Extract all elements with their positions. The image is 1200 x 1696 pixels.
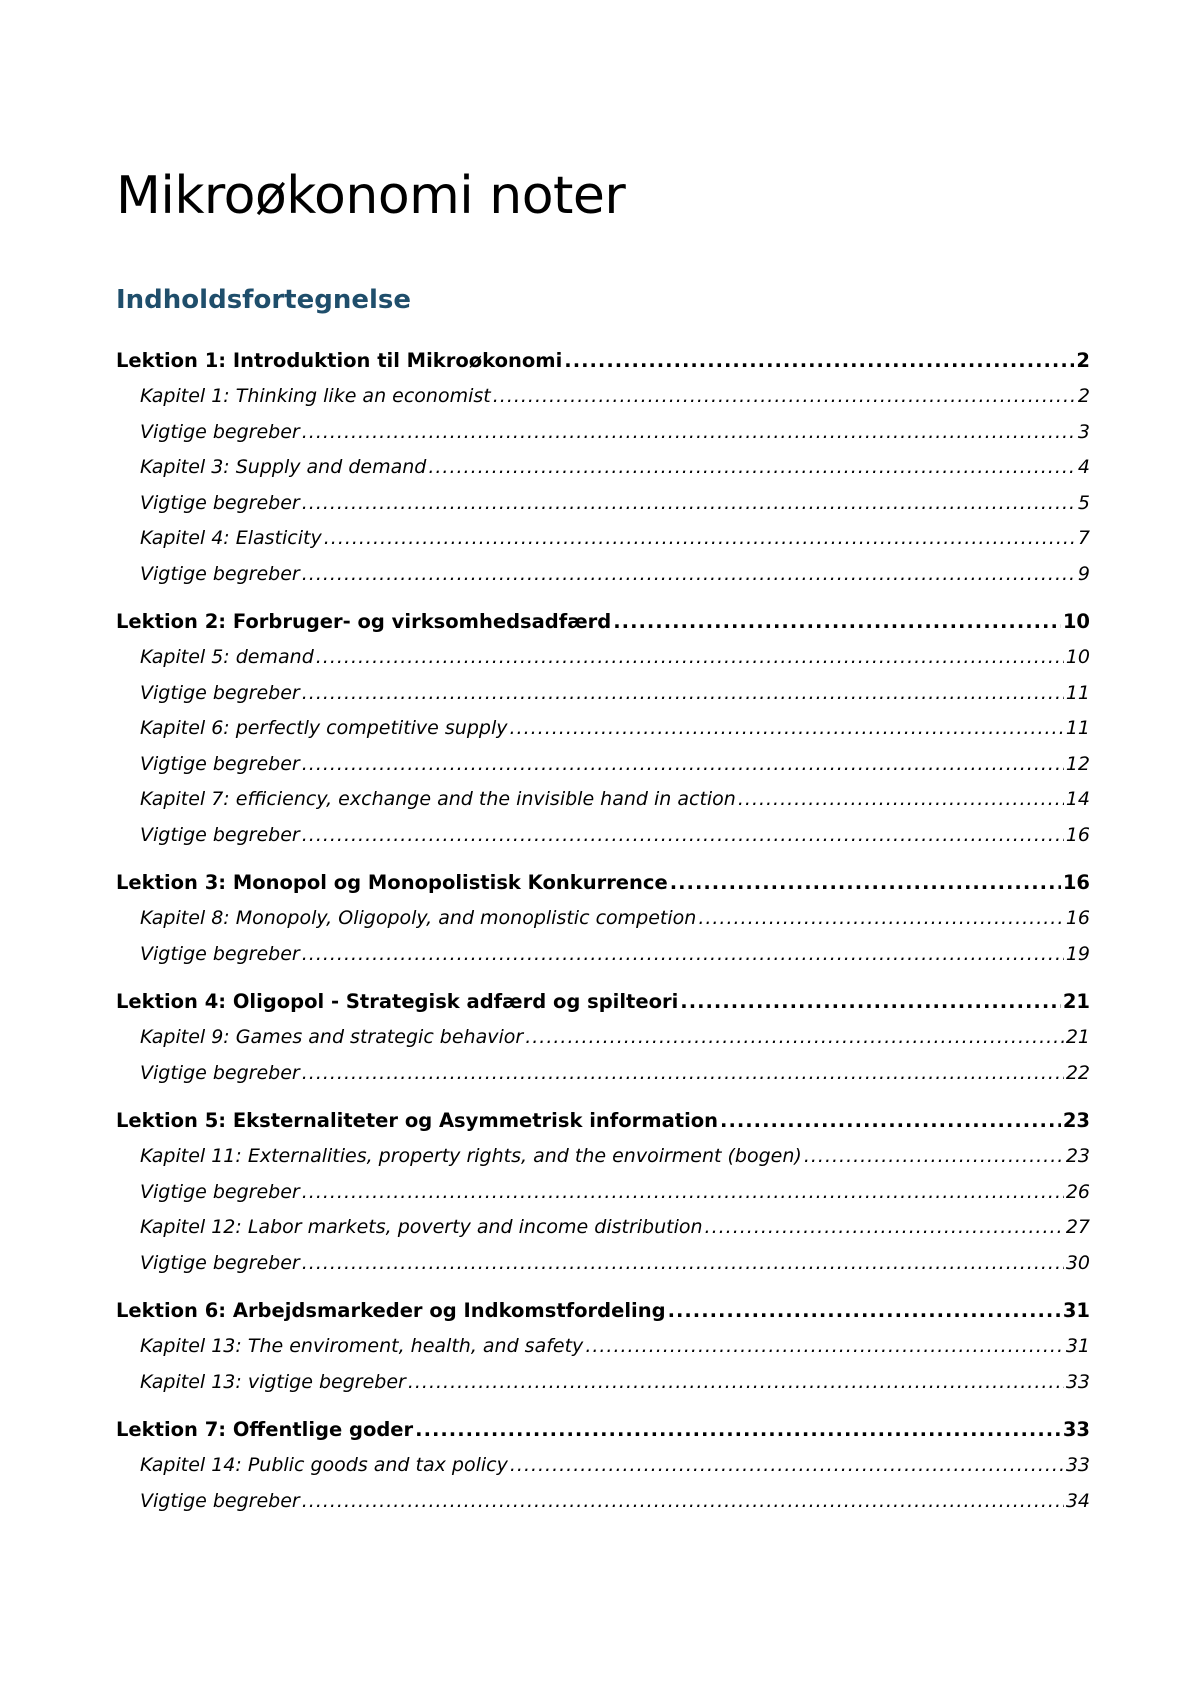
toc-page-number: 33: [1065, 1370, 1090, 1393]
toc-entry-label: Lektion 3: Monopol og Monopolistisk Konkurrence: [116, 871, 668, 894]
toc-dot-leader: [302, 937, 1064, 973]
toc-entry-label: Lektion 7: Offentlige goder: [116, 1418, 414, 1441]
toc-chapter-entry[interactable]: [116, 1175, 1090, 1211]
toc-chapter-entry[interactable]: [116, 379, 1090, 415]
toc-page-number: 16: [1062, 871, 1090, 894]
toc-page-number: 14: [1065, 788, 1090, 810]
toc-dot-leader: [738, 782, 1064, 818]
toc-dot-leader: [585, 1329, 1064, 1365]
toc-entry-label: Kapitel 8: Monopoly, Oligopoly, and monoplistic competion: [140, 907, 697, 929]
toc-entry-label: Lektion 6: Arbejdsmarkeder og Indkomstfordeling: [116, 1299, 666, 1322]
toc-chapter-entry[interactable]: [116, 937, 1090, 973]
toc-entry-label: Kapitel 14: Public goods and tax policy: [140, 1454, 508, 1476]
toc-page-number: 16: [1065, 823, 1090, 846]
toc-entry-label: Kapitel 3: Supply and demand: [140, 456, 427, 478]
toc-dot-leader: [680, 984, 1061, 1020]
toc-dot-leader: [510, 1448, 1064, 1484]
toc-page-number: 5: [1077, 491, 1090, 514]
toc-chapter-entry[interactable]: [116, 1139, 1090, 1175]
toc-lesson-entry[interactable]: [116, 343, 1090, 379]
toc-page-number: 22: [1065, 1061, 1090, 1084]
toc-entry-label: Lektion 1: Introduktion til Mikroøkonomi: [116, 349, 563, 372]
toc-dot-leader: [720, 1103, 1061, 1139]
toc-chapter-entry[interactable]: [116, 1020, 1090, 1056]
toc-chapter-entry[interactable]: [116, 1329, 1090, 1365]
toc-chapter-entry[interactable]: [116, 711, 1090, 747]
toc-lesson-entry[interactable]: [116, 1293, 1090, 1329]
toc-dot-leader: [415, 1412, 1061, 1448]
toc-page-number: 23: [1062, 1109, 1090, 1132]
toc-dot-leader: [408, 1365, 1064, 1401]
toc-dot-leader: [316, 640, 1064, 676]
document-title: Mikroøkonomi noter: [116, 166, 626, 226]
toc-heading: Indholdsfortegnelse: [116, 285, 412, 315]
toc-entry-label: Kapitel 1: Thinking like an economist: [140, 385, 491, 407]
toc-chapter-entry[interactable]: [116, 1056, 1090, 1092]
toc-page-number: 21: [1062, 990, 1090, 1013]
toc-entry-label: Lektion 4: Oligopol - Strategisk adfærd og spilteori: [116, 990, 679, 1013]
toc-dot-leader: [302, 415, 1076, 451]
toc-lesson-entry[interactable]: [116, 1412, 1090, 1448]
toc-entry-label: Vigtige begreber: [140, 420, 300, 443]
toc-lesson-entry[interactable]: [116, 984, 1090, 1020]
toc-chapter-entry[interactable]: [116, 1210, 1090, 1246]
toc-dot-leader: [302, 1484, 1064, 1520]
toc-page-number: 3: [1077, 420, 1090, 443]
toc-dot-leader: [804, 1139, 1064, 1175]
toc-dot-leader: [302, 676, 1064, 712]
toc-entry-label: Kapitel 7: efficiency, exchange and the invisible hand in action: [140, 788, 736, 810]
toc-page-number: 10: [1065, 646, 1090, 668]
toc-entry-label: Lektion 2: Forbruger- og virksomhedsadfærd: [116, 610, 612, 633]
toc-chapter-entry[interactable]: [116, 486, 1090, 522]
toc-dot-leader: [302, 1246, 1064, 1282]
toc-entry-label: Kapitel 12: Labor markets, poverty and income distribution: [140, 1216, 703, 1238]
toc-dot-leader: [698, 901, 1064, 937]
toc-dot-leader: [302, 486, 1076, 522]
toc-chapter-entry[interactable]: [116, 557, 1090, 593]
toc-entry-label: Vigtige begreber: [140, 752, 300, 775]
toc-page-number: 34: [1065, 1489, 1090, 1512]
toc-chapter-entry[interactable]: [116, 1448, 1090, 1484]
toc-page-number: 4: [1077, 456, 1090, 478]
toc-dot-leader: [302, 747, 1064, 783]
toc-chapter-entry[interactable]: [116, 818, 1090, 854]
toc-entry-label: Kapitel 6: perfectly competitive supply: [140, 717, 508, 739]
toc-dot-leader: [613, 604, 1061, 640]
toc-page-number: 11: [1065, 681, 1090, 704]
toc-entry-label: Lektion 5: Eksternaliteter og Asymmetrisk information: [116, 1109, 719, 1132]
toc-entry-label: Vigtige begreber: [140, 681, 300, 704]
toc-page-number: 19: [1065, 942, 1090, 965]
toc-dot-leader: [493, 379, 1076, 415]
toc-page-number: 2: [1077, 385, 1090, 407]
toc-page-number: 27: [1065, 1216, 1090, 1238]
toc-chapter-entry[interactable]: [116, 415, 1090, 451]
toc-entry-label: Vigtige begreber: [140, 1489, 300, 1512]
toc-entry-label: Vigtige begreber: [140, 562, 300, 585]
toc-page-number: 10: [1062, 610, 1090, 633]
toc-chapter-entry[interactable]: [116, 901, 1090, 937]
toc-dot-leader: [564, 343, 1074, 379]
toc-page-number: 16: [1065, 907, 1090, 929]
toc-dot-leader: [705, 1210, 1064, 1246]
toc-chapter-entry[interactable]: [116, 521, 1090, 557]
toc-page-number: 2: [1076, 349, 1090, 372]
toc-dot-leader: [324, 521, 1076, 557]
toc-lesson-entry[interactable]: [116, 1103, 1090, 1139]
toc-chapter-entry[interactable]: [116, 1246, 1090, 1282]
toc-dot-leader: [302, 1056, 1064, 1092]
toc-entry-label: Vigtige begreber: [140, 1251, 300, 1274]
toc-chapter-entry[interactable]: [116, 676, 1090, 712]
toc-entry-label: Vigtige begreber: [140, 1061, 300, 1084]
toc-entry-label: Kapitel 9: Games and strategic behavior: [140, 1026, 524, 1048]
toc-dot-leader: [670, 865, 1061, 901]
toc-entry-label: Kapitel 13: The enviroment, health, and safety: [140, 1335, 584, 1357]
toc-page-number: 30: [1065, 1251, 1090, 1274]
toc-page-number: 11: [1065, 717, 1090, 739]
toc-dot-leader: [302, 1175, 1064, 1211]
toc-entry-label: Vigtige begreber: [140, 942, 300, 965]
toc-dot-leader: [302, 557, 1076, 593]
toc-page-number: 26: [1065, 1180, 1090, 1203]
toc-dot-leader: [302, 818, 1064, 854]
toc-dot-leader: [428, 450, 1076, 486]
toc-page-number: 9: [1077, 562, 1090, 585]
toc-chapter-entry[interactable]: [116, 1484, 1090, 1520]
toc-lesson-entry[interactable]: [116, 604, 1090, 640]
toc-lesson-entry[interactable]: [116, 865, 1090, 901]
toc-page-number: 31: [1062, 1299, 1090, 1322]
toc-chapter-entry[interactable]: [116, 640, 1090, 676]
toc-dot-leader: [668, 1293, 1061, 1329]
toc-page-number: 33: [1065, 1454, 1090, 1476]
toc-entry-label: Kapitel 11: Externalities, property rights, and the envoirment (bogen): [140, 1145, 802, 1167]
toc-entry-label: Vigtige begreber: [140, 823, 300, 846]
toc-chapter-entry[interactable]: [116, 747, 1090, 783]
toc-entry-label: Kapitel 13: vigtige begreber: [140, 1370, 406, 1393]
toc-page-number: 23: [1065, 1145, 1090, 1167]
toc-page-number: 12: [1065, 752, 1090, 775]
toc-chapter-entry[interactable]: [116, 782, 1090, 818]
toc-entry-label: Vigtige begreber: [140, 1180, 300, 1203]
toc-page-number: 7: [1077, 527, 1090, 549]
toc-chapter-entry[interactable]: [116, 1365, 1090, 1401]
toc-chapter-entry[interactable]: [116, 450, 1090, 486]
toc-dot-leader: [525, 1020, 1064, 1056]
toc-entry-label: Kapitel 4: Elasticity: [140, 527, 322, 549]
toc-page-number: 33: [1062, 1418, 1090, 1441]
toc-page-number: 31: [1065, 1335, 1090, 1357]
toc-page-number: 21: [1065, 1026, 1090, 1048]
toc-dot-leader: [510, 711, 1064, 747]
toc-entry-label: Vigtige begreber: [140, 491, 300, 514]
table-of-contents: [116, 343, 1090, 1519]
toc-entry-label: Kapitel 5: demand: [140, 646, 314, 668]
